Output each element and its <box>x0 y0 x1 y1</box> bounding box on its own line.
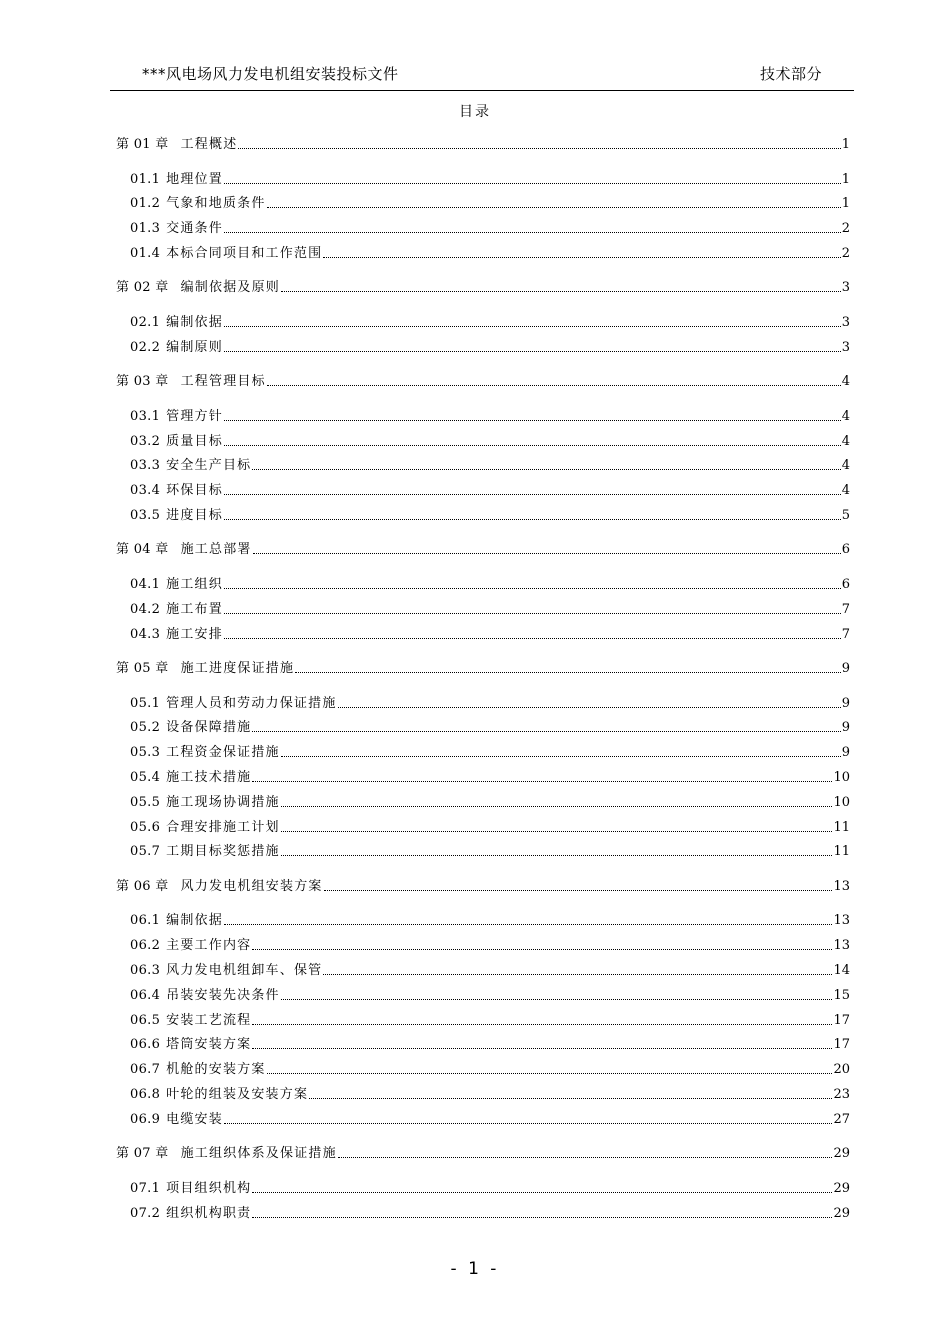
toc-section-entry[interactable] <box>130 507 850 525</box>
toc-entry-title: 编制依据 <box>166 314 223 330</box>
toc-entry-title: 风力发电机组卸车、保管 <box>166 962 323 978</box>
toc-entry-number: 01.4 <box>130 245 161 261</box>
toc-section-entry[interactable] <box>130 220 850 238</box>
dot-leader <box>224 613 841 614</box>
toc-entry-page: 17 <box>833 1012 850 1028</box>
toc-entry-page: 7 <box>841 601 850 617</box>
toc-section-entry[interactable] <box>130 457 850 475</box>
toc-entry-number: 03.4 <box>130 483 161 499</box>
toc-entry-title: 地理位置 <box>166 171 223 187</box>
dot-leader <box>338 707 841 708</box>
toc-entry-title: 施工组织 <box>166 576 223 592</box>
toc-entry-number: 02.1 <box>130 314 161 330</box>
toc-entry-page: 14 <box>833 962 850 978</box>
toc-entry-page: 4 <box>841 433 850 449</box>
toc-entry-page: 2 <box>841 245 850 261</box>
toc-section-entry[interactable] <box>130 987 850 1005</box>
toc-entry-number: 05.4 <box>130 769 161 785</box>
toc-entry-number: 06.8 <box>130 1086 161 1102</box>
toc-entry-number: 04.3 <box>130 626 161 642</box>
toc-entry-number: 02.2 <box>130 339 161 355</box>
toc-entry-page: 9 <box>841 695 850 711</box>
toc-entry-number: 06.7 <box>130 1062 161 1078</box>
toc-entry-page: 29 <box>833 1146 850 1162</box>
toc-section-entry[interactable] <box>130 719 850 737</box>
toc-chapter-entry[interactable] <box>116 279 850 297</box>
toc-entry-title: 安装工艺流程 <box>166 1012 252 1028</box>
dot-leader <box>224 924 832 925</box>
toc-entry-number: 01.1 <box>130 171 161 187</box>
toc-entry-number: 07.2 <box>130 1205 161 1221</box>
dot-leader <box>238 148 840 149</box>
dot-leader <box>323 257 840 258</box>
dot-leader <box>281 291 841 292</box>
toc-section-entry[interactable] <box>130 626 850 644</box>
toc-entry-number: 05.3 <box>130 745 161 761</box>
toc-section-entry[interactable] <box>130 1111 850 1129</box>
toc-chapter-entry[interactable] <box>116 541 850 559</box>
toc-entry-number: 07.1 <box>130 1180 161 1196</box>
toc-entry-number: 06.1 <box>130 913 161 929</box>
dot-leader <box>281 999 833 1000</box>
toc-entry-title: 管理方针 <box>166 408 223 424</box>
toc-entry-title: 工期目标奖惩措施 <box>166 844 280 860</box>
dot-leader <box>252 949 832 950</box>
dot-leader <box>224 445 841 446</box>
toc-entry-title: 施工总部署 <box>180 542 252 558</box>
toc-entry-page: 29 <box>833 1205 850 1221</box>
toc-entry-title: 施工进度保证措施 <box>180 661 295 676</box>
toc-entry-number: 第 05 章 <box>116 661 169 676</box>
dot-leader <box>224 232 841 233</box>
toc-entry-page: 23 <box>833 1086 850 1102</box>
toc-section-entry[interactable] <box>130 1086 850 1104</box>
toc-entry-page: 9 <box>841 745 850 761</box>
toc-section-entry[interactable] <box>130 769 850 787</box>
toc-entry-title: 风力发电机组安装方案 <box>180 878 323 894</box>
toc-entry-title: 组织机构职责 <box>166 1205 252 1221</box>
toc-entry-number: 05.1 <box>130 695 161 711</box>
toc-entry-page: 17 <box>833 1037 850 1053</box>
toc-chapter-entry[interactable] <box>116 878 850 896</box>
toc-entry-number: 04.1 <box>130 576 161 592</box>
dot-leader <box>224 638 841 639</box>
toc-entry-title: 交通条件 <box>166 221 223 237</box>
dot-leader <box>224 420 841 421</box>
dot-leader <box>324 890 833 891</box>
dot-leader <box>267 207 841 208</box>
toc-section-entry[interactable] <box>130 245 850 263</box>
toc-chapter-entry[interactable] <box>116 660 850 678</box>
toc-section-entry[interactable] <box>130 482 850 500</box>
toc-entry-page: 11 <box>833 844 850 860</box>
toc-entry-page: 9 <box>841 661 850 676</box>
toc-entry-title: 塔筒安装方案 <box>166 1037 252 1053</box>
dot-leader <box>252 1024 832 1025</box>
toc-entry-number: 05.7 <box>130 844 161 860</box>
toc-entry-title: 安全生产目标 <box>166 458 252 474</box>
toc-entry-title: 施工技术措施 <box>166 769 252 785</box>
toc-entry-number: 06.2 <box>130 938 161 954</box>
toc-entry-title: 项目组织机构 <box>166 1180 252 1196</box>
toc-entry-number: 03.2 <box>130 433 161 449</box>
toc-entry-number: 第 01 章 <box>116 137 169 152</box>
toc-entry-title: 合理安排施工计划 <box>166 819 280 835</box>
toc-entry-number: 06.5 <box>130 1012 161 1028</box>
toc-chapter-entry[interactable] <box>116 373 850 391</box>
toc-section-entry[interactable] <box>130 314 850 332</box>
toc-entry-title: 吊装安装先决条件 <box>166 987 280 1003</box>
dot-leader <box>253 553 841 554</box>
toc-section-entry[interactable] <box>130 1205 850 1223</box>
dot-leader <box>309 1098 832 1099</box>
toc-section-entry[interactable] <box>130 744 850 762</box>
toc-section-entry[interactable] <box>130 1061 850 1079</box>
toc-entry-page: 7 <box>841 626 850 642</box>
toc-section-entry[interactable] <box>130 601 850 619</box>
toc-section-entry[interactable] <box>130 819 850 837</box>
toc-section-entry[interactable] <box>130 937 850 955</box>
toc-entry-page: 13 <box>833 878 850 894</box>
toc-entry-number: 第 07 章 <box>116 1146 169 1162</box>
toc-chapter-entry[interactable] <box>116 136 850 154</box>
toc-entry-title: 质量目标 <box>166 433 223 449</box>
toc-entry-title: 主要工作内容 <box>166 938 252 954</box>
dot-leader <box>281 855 833 856</box>
dot-leader <box>224 1123 832 1124</box>
dot-leader <box>281 831 833 832</box>
page-header <box>110 60 854 91</box>
page-number: - 1 - <box>450 1259 500 1279</box>
toc-section-entry[interactable] <box>130 576 850 594</box>
dot-leader <box>224 494 841 495</box>
toc-section-entry[interactable] <box>130 695 850 713</box>
dot-leader <box>224 588 841 589</box>
toc-entry-page: 2 <box>841 221 850 237</box>
toc-entry-page: 10 <box>833 794 850 810</box>
toc-entry-page: 4 <box>841 374 850 390</box>
toc-section-entry[interactable] <box>130 339 850 357</box>
dot-leader <box>267 1073 833 1074</box>
toc-entry-number: 06.6 <box>130 1037 161 1053</box>
toc-entry-number: 第 04 章 <box>116 542 169 558</box>
toc-entry-number: 06.9 <box>130 1111 161 1127</box>
dot-leader <box>281 756 841 757</box>
dot-leader <box>252 1192 832 1193</box>
toc-entry-page: 5 <box>841 507 850 523</box>
toc-chapter-entry[interactable] <box>116 1145 850 1163</box>
toc-entry-title: 设备保障措施 <box>166 720 252 736</box>
toc-section-entry[interactable] <box>130 843 850 861</box>
dot-leader <box>323 974 832 975</box>
toc-entry-number: 01.2 <box>130 196 161 212</box>
toc-section-entry[interactable] <box>130 962 850 980</box>
toc-entry-title: 气象和地质条件 <box>166 196 266 212</box>
toc-entry-page: 6 <box>841 576 850 592</box>
toc-entry-page: 4 <box>841 458 850 474</box>
document-title: ***风电场风力发电机组安装投标文件 <box>142 65 399 83</box>
dot-leader <box>338 1157 833 1158</box>
dot-leader <box>281 806 833 807</box>
toc-entry-page: 4 <box>841 408 850 424</box>
dot-leader <box>267 385 841 386</box>
toc-entry-number: 04.2 <box>130 601 161 617</box>
toc-heading: 目录 <box>459 104 491 120</box>
toc-entry-page: 3 <box>841 280 850 296</box>
toc-entry-title: 机舱的安装方案 <box>166 1062 266 1078</box>
dot-leader <box>224 351 841 352</box>
toc-entry-number: 第 02 章 <box>116 280 169 296</box>
toc-entry-title: 叶轮的组装及安装方案 <box>166 1086 309 1102</box>
dot-leader <box>224 519 841 520</box>
toc-entry-title: 编制依据及原则 <box>180 280 281 296</box>
toc-entry-title: 编制依据 <box>166 913 223 929</box>
dot-leader <box>252 781 832 782</box>
toc-entry-number: 03.3 <box>130 458 161 474</box>
dot-leader <box>224 326 841 327</box>
toc-entry-page: 1 <box>841 137 850 152</box>
toc-entry-page: 11 <box>833 819 850 835</box>
section-label: 技术部分 <box>759 65 822 83</box>
toc-entry-page: 27 <box>833 1111 850 1127</box>
toc-section-entry[interactable] <box>130 195 850 213</box>
dot-leader <box>224 183 841 184</box>
toc-entry-page: 6 <box>841 542 850 558</box>
toc-entry-page: 13 <box>833 938 850 954</box>
toc-entry-number: 05.6 <box>130 819 161 835</box>
toc-entry-page: 4 <box>841 483 850 499</box>
toc-entry-number: 01.3 <box>130 221 161 237</box>
toc-section-entry[interactable] <box>130 1036 850 1054</box>
toc-entry-number: 05.2 <box>130 720 161 736</box>
toc-entry-title: 本标合同项目和工作范围 <box>166 245 323 261</box>
toc-section-entry[interactable] <box>130 1012 850 1030</box>
dot-leader <box>252 731 840 732</box>
toc-section-entry[interactable] <box>130 794 850 812</box>
toc-entry-number: 06.4 <box>130 987 161 1003</box>
toc-entry-title: 工程管理目标 <box>180 374 266 390</box>
dot-leader <box>295 672 841 673</box>
toc-entry-title: 工程概述 <box>180 137 238 152</box>
toc-entry-page: 3 <box>841 339 850 355</box>
toc-section-entry[interactable] <box>130 408 850 426</box>
toc-section-entry[interactable] <box>130 1180 850 1198</box>
dot-leader <box>252 469 840 470</box>
toc-section-entry[interactable] <box>130 912 850 930</box>
toc-entry-page: 29 <box>833 1180 850 1196</box>
dot-leader <box>252 1217 832 1218</box>
toc-entry-page: 10 <box>833 769 850 785</box>
toc-entry-title: 管理人员和劳动力保证措施 <box>166 695 337 711</box>
toc-entry-title: 施工组织体系及保证措施 <box>180 1146 337 1162</box>
toc-entry-title: 施工现场协调措施 <box>166 794 280 810</box>
toc-entry-title: 工程资金保证措施 <box>166 745 280 761</box>
toc-entry-title: 施工安排 <box>166 626 223 642</box>
toc-entry-page: 9 <box>841 720 850 736</box>
toc-section-entry[interactable] <box>130 433 850 451</box>
dot-leader <box>252 1048 832 1049</box>
toc-entry-title: 环保目标 <box>166 483 223 499</box>
toc-entry-page: 13 <box>833 913 850 929</box>
toc-entry-title: 编制原则 <box>166 339 223 355</box>
toc-entry-page: 1 <box>841 196 850 212</box>
toc-entry-page: 1 <box>841 171 850 187</box>
toc-entry-title: 电缆安装 <box>166 1111 223 1127</box>
toc-entry-number: 03.5 <box>130 507 161 523</box>
toc-entry-number: 05.5 <box>130 794 161 810</box>
toc-entry-number: 第 06 章 <box>116 878 169 894</box>
toc-entry-number: 第 03 章 <box>116 374 169 390</box>
toc-entry-number: 06.3 <box>130 962 161 978</box>
toc-entry-page: 20 <box>833 1062 850 1078</box>
toc-entry-title: 施工布置 <box>166 601 223 617</box>
toc-section-entry[interactable] <box>130 171 850 189</box>
toc-entry-number: 03.1 <box>130 408 161 424</box>
toc-entry-title: 进度目标 <box>166 507 223 523</box>
toc-entry-page: 15 <box>833 987 850 1003</box>
toc-entry-page: 3 <box>841 314 850 330</box>
